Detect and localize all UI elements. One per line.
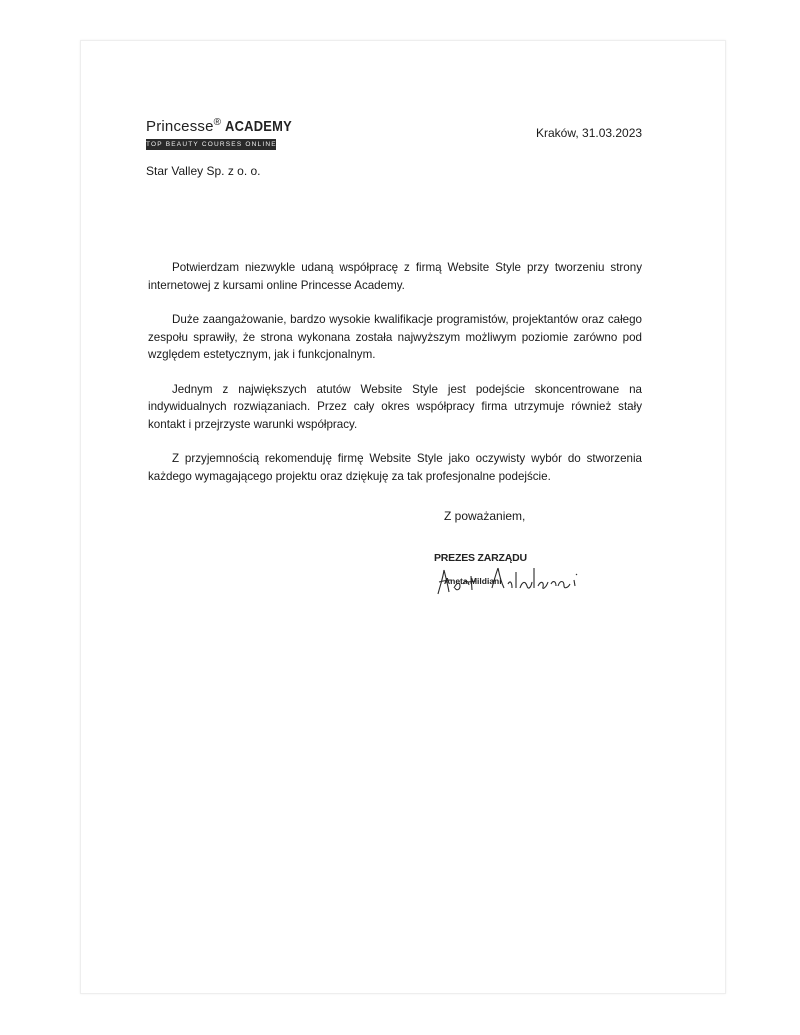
letter-paragraph: Jednym z największych atutów Website Style jest podejście skoncentrowane na indywidualnych rozwiązaniach. Przez cały okres współpracy firma utrzymuje również stały kontakt i przejrzyste warunki współpracy. [148,382,642,431]
company-logo [146,117,293,150]
signature-block [430,552,600,600]
letter-sheet [80,40,726,994]
logo-tagline: TOP BEAUTY COURSES ONLINE [146,141,277,148]
logo-academy: ACADEMY [225,118,293,135]
letter-body [148,259,642,502]
letter-recipient: Star Valley Sp. z o. o. [146,164,261,178]
signature-stamp-name: Aneta Mildiani [444,576,502,586]
letter-paragraph: Duże zaangażowanie, bardzo wysokie kwalifikacje programistów, projektantów oraz całego zespołu sprawiły, że strona wykonana została najwyższym możliwym poziomie zarówno pod względem estetycznym, jak i funkcjonalnym. [148,313,642,361]
logo-registered-mark: ® [213,117,222,128]
letter-date: Kraków, 31.03.2023 [536,126,643,140]
letter-paragraph: Potwierdzam niezwykle udaną współpracę z firmą Website Style przy tworzeniu strony internetowej z kursami online Princesse Academy. [148,261,642,292]
logo-brand: Princesse [146,118,214,135]
signature-stamp-title: PREZES ZARZĄDU [434,552,527,564]
letter-paragraph: Z przyjemnością rekomenduję firmę Website Style jako oczywisty wybór do stworzenia każdego wymagającego projektu oraz dziękuję za tak profesjonalne podejście. [148,452,642,483]
logo-wordmark [146,117,293,136]
letter-closing: Z poważaniem, [444,509,526,523]
